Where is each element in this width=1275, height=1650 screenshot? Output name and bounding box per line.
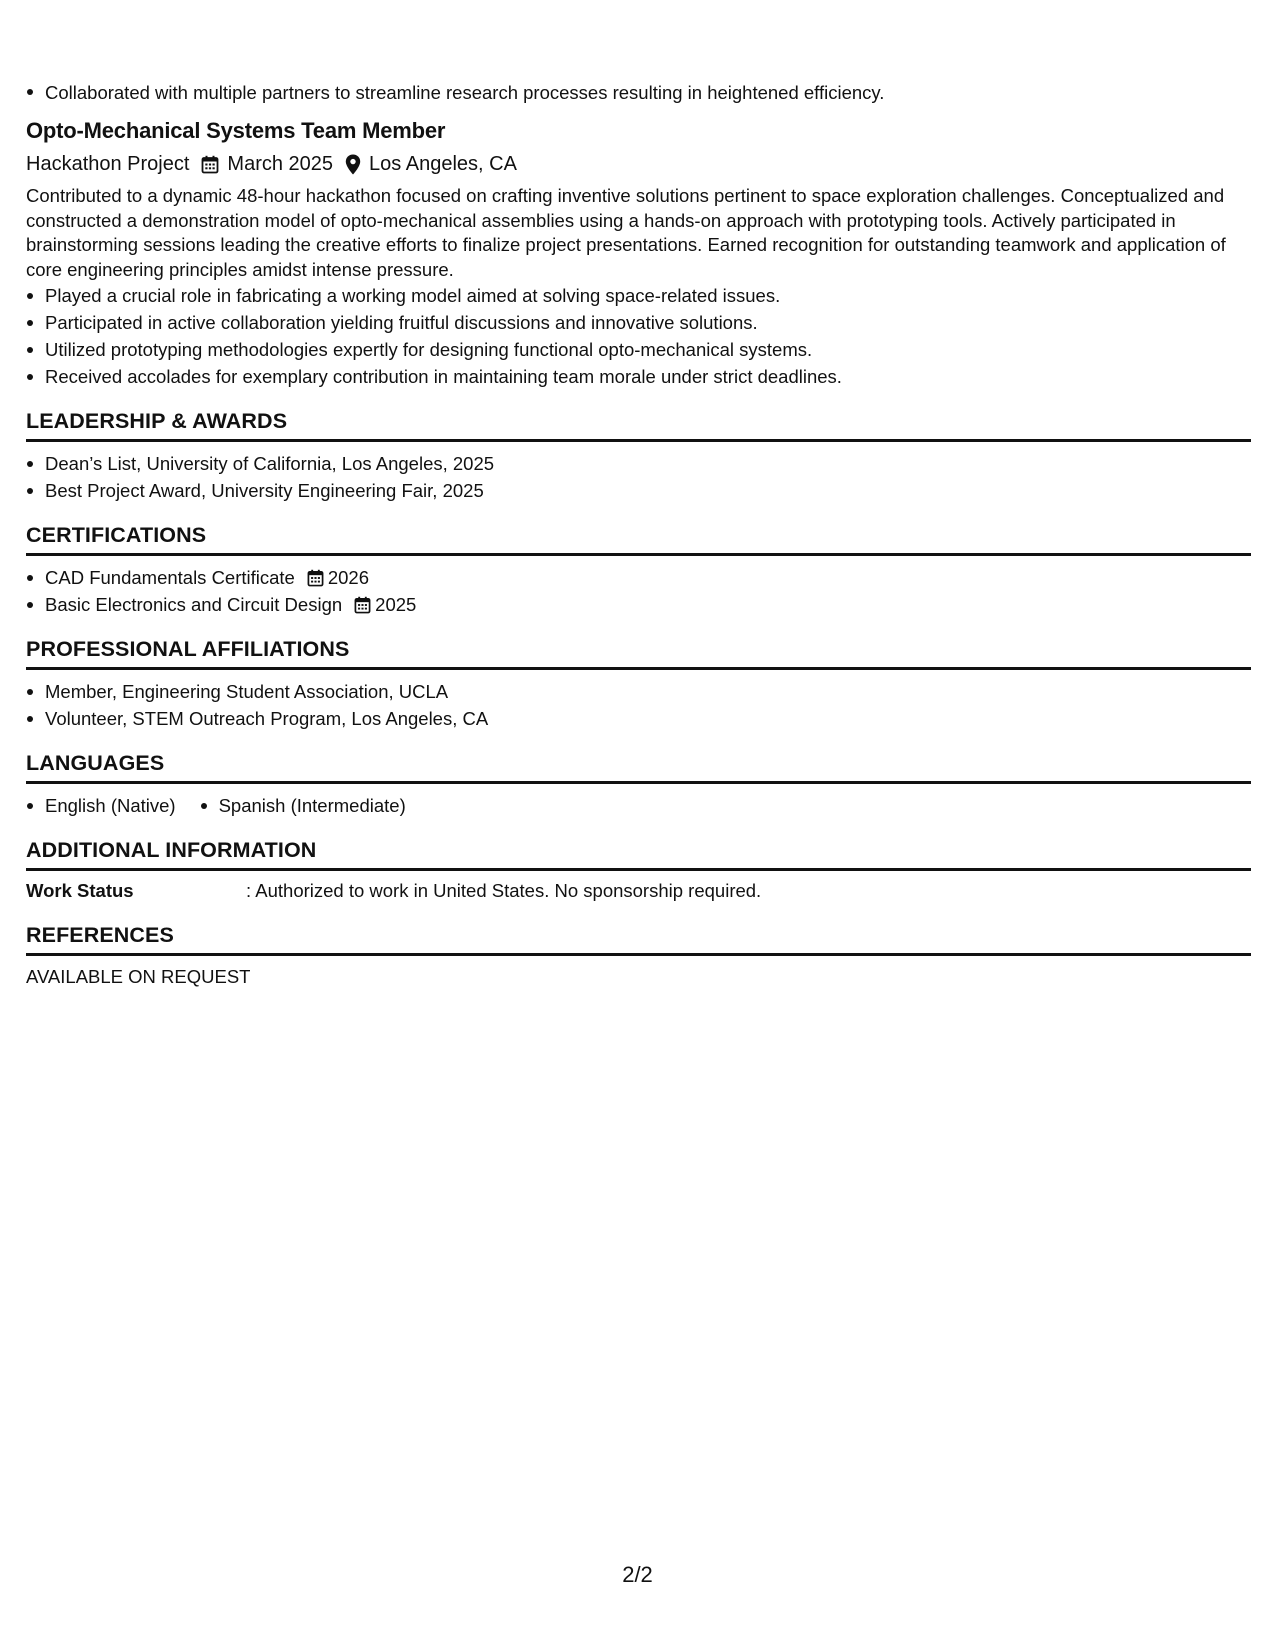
- list-item: Volunteer, STEM Outreach Program, Los Angeles, CA: [26, 705, 1251, 732]
- job-description: Contributed to a dynamic 48-hour hackathon focused on crafting inventive solutions pertinent to space exploration challenges. Conceptualized and constructed a demonstration model of opto-mechanical assemblies using a hands-on approach with prototyping tools. Actively participated in brainstorming sessions leading the creative efforts to finalize project presentations. Earned recognition for outstanding teamwork and application of core engineering principles amidst intense pressure.: [26, 185, 1226, 280]
- certificate-year: 2026: [327, 567, 370, 588]
- section-heading: ADDITIONAL INFORMATION: [26, 835, 1251, 871]
- calendar-icon: [354, 596, 371, 614]
- certificate-name: CAD Fundamentals Certificate: [45, 567, 295, 588]
- work-status-label: Work Status: [26, 880, 134, 901]
- references-section: [26, 920, 1251, 990]
- job-location: Los Angeles, CA: [369, 153, 517, 175]
- list-item: Participated in active collaboration yielding fruitful discussions and innovative solutions.: [26, 309, 1251, 336]
- list-item: Spanish (Intermediate): [200, 792, 406, 819]
- certifications-list: [26, 564, 1251, 618]
- job-date: March 2025: [227, 153, 334, 175]
- resume-page: [26, 78, 1251, 990]
- list-item: [26, 591, 1251, 618]
- list-item: Collaborated with multiple partners to streamline research processes resulting in heightened efficiency.: [26, 78, 1251, 107]
- section-heading: PROFESSIONAL AFFILIATIONS: [26, 634, 1251, 670]
- leadership-list: [26, 450, 1251, 504]
- certifications-section: [26, 520, 1251, 618]
- section-heading: CERTIFICATIONS: [26, 520, 1251, 556]
- job-organization: Hackathon Project: [26, 153, 190, 175]
- languages-list: [26, 792, 1251, 819]
- section-heading: REFERENCES: [26, 920, 1251, 956]
- job-meta: [26, 148, 1251, 180]
- job-title: Opto-Mechanical Systems Team Member: [26, 118, 446, 143]
- list-item: Dean’s List, University of California, Los Angeles, 2025: [26, 450, 1251, 477]
- list-item: Utilized prototyping methodologies expertly for designing functional opto-mechanical systems.: [26, 336, 1251, 363]
- work-status-value: : Authorized to work in United States. No sponsorship required.: [246, 880, 762, 901]
- list-item: English (Native): [26, 792, 176, 819]
- languages-section: [26, 748, 1251, 819]
- references-text: AVAILABLE ON REQUEST: [26, 966, 251, 987]
- job-bullets: [26, 282, 1251, 390]
- section-heading: LEADERSHIP & AWARDS: [26, 406, 1251, 442]
- list-item: Member, Engineering Student Association, UCLA: [26, 678, 1251, 705]
- calendar-icon: [307, 569, 324, 587]
- list-item: Received accolades for exemplary contribution in maintaining team morale under strict deadlines.: [26, 363, 1251, 390]
- additional-info-section: [26, 835, 1251, 904]
- certificate-year: 2025: [375, 594, 417, 615]
- affiliations-list: [26, 678, 1251, 732]
- work-status-row: [26, 877, 1251, 904]
- previous-experience-bullets: [26, 78, 1251, 107]
- list-item: Best Project Award, University Engineering Fair, 2025: [26, 477, 1251, 504]
- calendar-icon: [201, 155, 219, 174]
- leadership-section: [26, 406, 1251, 504]
- certificate-name: Basic Electronics and Circuit Design: [45, 594, 343, 615]
- list-item: Played a crucial role in fabricating a working model aimed at solving space-related issues.: [26, 282, 1251, 309]
- affiliations-section: [26, 634, 1251, 732]
- map-pin-icon: [345, 154, 361, 175]
- section-heading: LANGUAGES: [26, 748, 1251, 784]
- page-number: 2/2: [622, 1562, 653, 1587]
- list-item: [26, 564, 1251, 591]
